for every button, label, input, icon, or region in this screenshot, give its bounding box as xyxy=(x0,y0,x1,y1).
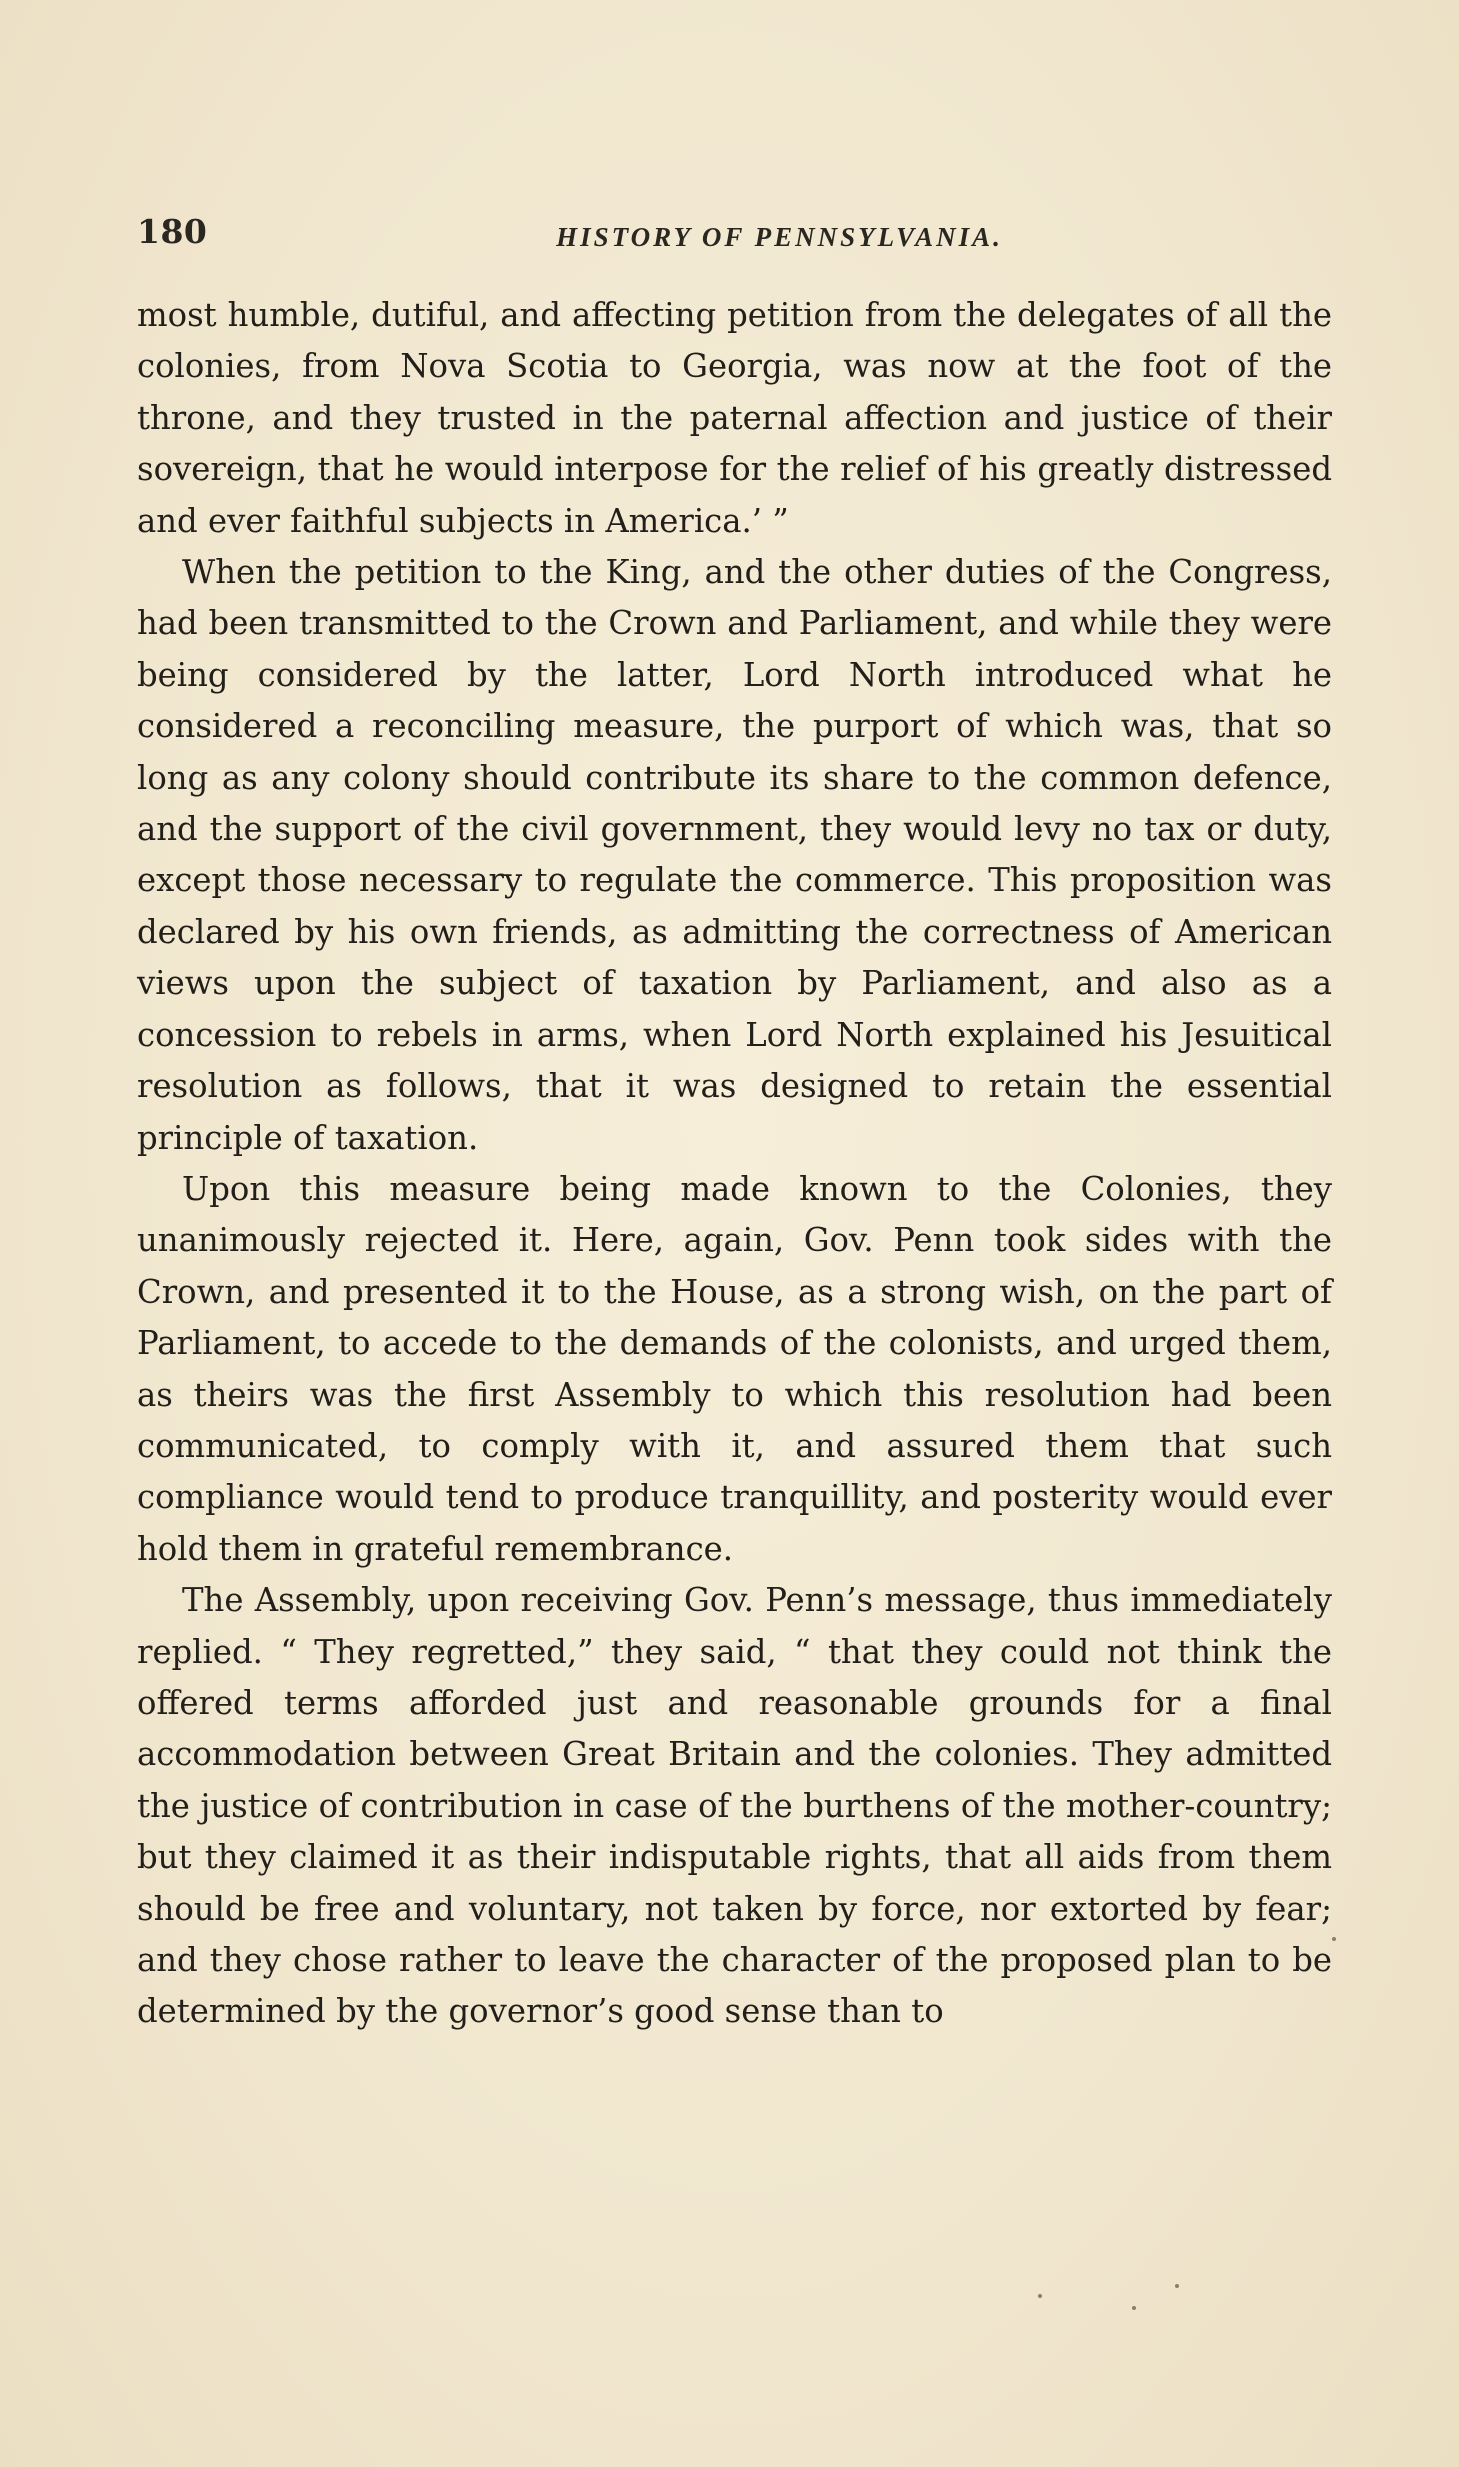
paragraph-2: When the petition to the King, and the other duties of the Congress, had been transmitted to the Crown and Parliament, and while they were being considered by the latter, Lord North introduced what he considered a reconciling measure, the purport of which was, that so long as any colony should contribute its share to the common defence, and the support of the civil government, they would levy no tax or duty, except those necessary to regulate the commerce. This proposition was declared by his own friends, as admitting the correctness of American views upon the subject of taxation by Parliament, and also as a concession to rebels in arms, when Lord North explained his Jesuitical resolution as follows, that it was designed to retain the essential principle of taxation. xyxy=(137,553,1332,1157)
page-number: 180 xyxy=(137,212,208,251)
paragraph-1: most humble, dutiful, and affecting petition from the delegates of all the colonies, from Nova Scotia to Georgia, was now at the foot of the throne, and they trusted in the paternal affection and justice of their sovereign, that he would interpose for the relief of his greatly distressed and ever faithful subjects in America.’ ” xyxy=(137,296,1332,540)
paragraph-3: Upon this measure being made known to the Colonies, they unanimously rejected it. Here, again, Gov. Penn took sides with the Crown, and presented it to the House, as a strong wish, on the part of Parliament, to accede to the demands of the colonists, and urged them, as theirs was the first Assembly to which this resolution had been communicated, to comply with it, and assured them that such compliance would tend to produce tranquillity, and posterity would ever hold them in grateful remembrance. xyxy=(137,1169,1332,1568)
page-header xyxy=(137,208,1332,268)
body-text xyxy=(137,290,1332,2038)
running-head: HISTORY OF PENNSYLVANIA. xyxy=(556,222,1003,252)
paragraph-4: The Assembly, upon receiving Gov. Penn’s message, thus immediately replied. “ They regretted,” they said, “ that they could not think the offered terms afforded just and reasonable grounds for a final accommodation between Great Britain and the colonies. They admitted the justice of contribution in case of the burthens of the mother-country; but they claimed it as their indisputable rights, that all aids from them should be free and voluntary, not taken by force, nor extorted by fear; and they chose rather to leave the character of the proposed plan to be determined by the governor’s good sense than to xyxy=(137,1581,1332,2031)
